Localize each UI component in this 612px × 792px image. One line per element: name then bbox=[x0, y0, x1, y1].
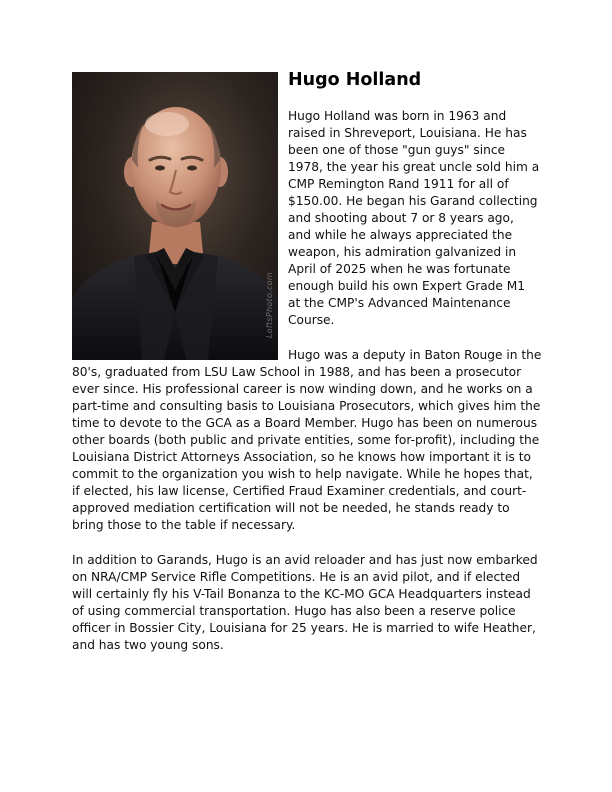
bio-paragraph-2: Hugo was a deputy in Baton Rouge in the 80's, graduated from LSU Law School in 1988, and has been a prosecutor ever since. His professional career is now winding down, and he works on a part-time and consulting basis to Louisiana Prosecutors, which gives him the time to devote to the GCA as a Board Member. Hugo has been on numerous other boards (both public and private entities, some for-profit), including the Louisiana District Attorneys Association, so he knows how important it is to commit to the organization you wish to help navigate. While he hopes that, if elected, his law license, Certified Fraud Examiner credentials, and court-approved mediation certification will not be needed, he stands ready to bring those to the table if necessary. bbox=[72, 348, 542, 532]
photo-watermark: LoftsPhoto.com bbox=[265, 271, 274, 338]
bio-paragraph-3: In addition to Garands, Hugo is an avid reloader and has just now embarked on NRA/CMP Service Rifle Competitions. He is an avid pilot, and if elected will certainly fly his V-Tail Bonanza to the KC-MO GCA Headquarters instead of using commercial transportation. Hugo has also been a reserve police officer in Bossier City, Louisiana for 25 years. He is married to wife Heather, and has two young sons. bbox=[72, 553, 538, 652]
person-name-heading: Hugo Holland bbox=[288, 70, 422, 90]
portrait-illustration bbox=[72, 72, 278, 360]
portrait-photo bbox=[72, 72, 278, 360]
bio-paragraph-1: Hugo Holland was born in 1963 and raised in Shreveport, Louisiana. He has been one of those "gun guys" since 1978, the year his great uncle sold him a CMP Remington Rand 1911 for all of $150.00. He began his Garand collecting and shooting about 7 or 8 years ago, and while he always appreciated the weapon, his admiration galvanized in April of 2025 when he was fortunate enough build his own Expert Grade M1 at the CMP's Advanced Maintenance Course. bbox=[288, 109, 540, 327]
